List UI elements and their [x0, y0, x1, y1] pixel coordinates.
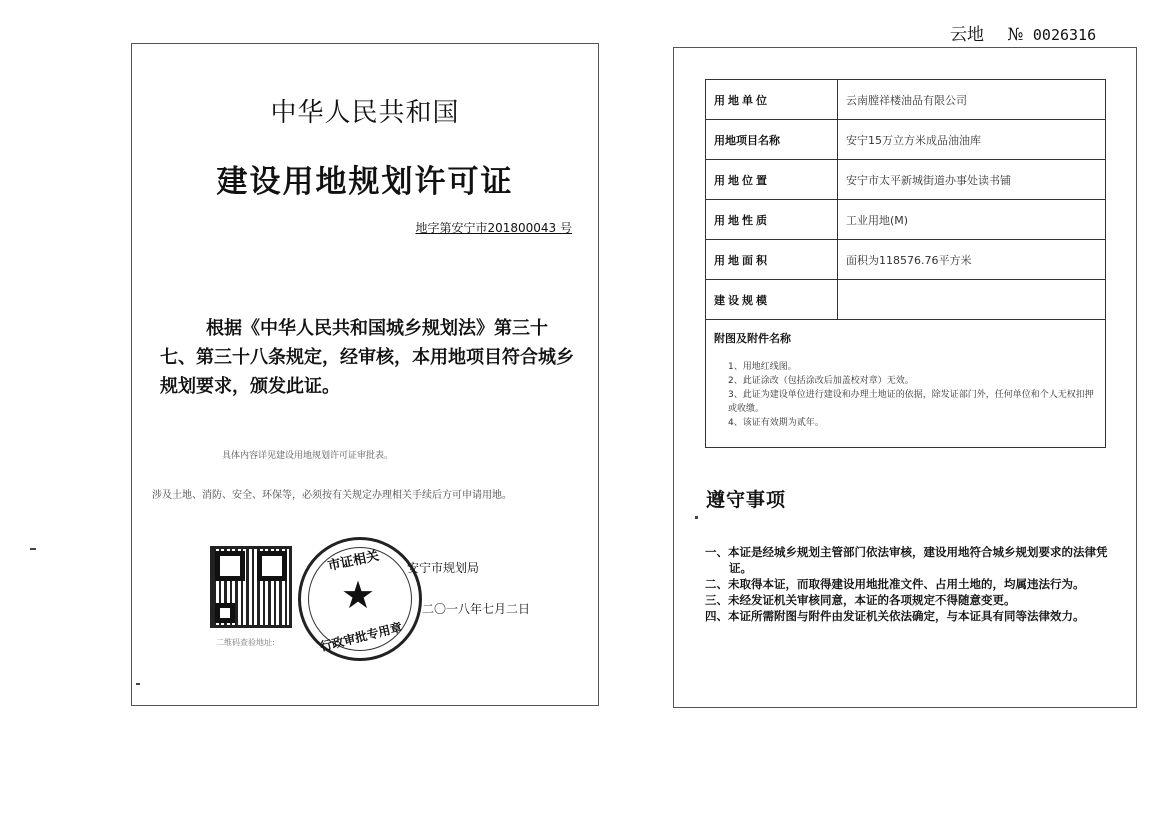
- scan-speck: [136, 683, 140, 685]
- table-row: [706, 80, 1106, 120]
- serial-number: 0026316: [1032, 26, 1097, 44]
- table-row: [706, 200, 1106, 240]
- obey-title: 遵守事项: [706, 489, 787, 511]
- rule-item: 四、本证所需附图与附件由发证机关依法确定，与本证具有同等法律效力。: [705, 609, 1085, 623]
- row-label: 用地面积: [706, 240, 838, 280]
- row-label: 用地项目名称: [706, 120, 838, 160]
- certificate-title: 建设用地规划许可证: [216, 164, 514, 200]
- table-row: [706, 160, 1106, 200]
- rule-item: 二、未取得本证，而取得建设用地批准文件、占用土地的，均属违法行为。: [705, 577, 1085, 591]
- certificate-serial: [950, 20, 1096, 45]
- land-info-table: [705, 79, 1106, 448]
- attachments-cell: [706, 320, 1106, 448]
- procedures-note: 涉及土地、消防、安全、环保等，必须按有关规定办理相关手续后方可申请用地。: [152, 490, 512, 501]
- row-value: 安宁15万立方米成品油油库: [838, 120, 1106, 160]
- rules-list: [705, 544, 1117, 624]
- certificate-back-page: [673, 47, 1137, 708]
- attachment-item: 4、该证有效期为贰年。: [728, 418, 824, 428]
- attachments-row: [706, 320, 1106, 448]
- serial-prefix: 云地: [950, 25, 984, 45]
- issue-date: 二〇一八年七月二日: [422, 602, 531, 616]
- details-note: 具体内容详见建设用地规划许可证审批表。: [222, 451, 394, 461]
- numero-sign: №: [1007, 25, 1024, 45]
- issuing-authority: 安宁市规划局: [407, 561, 480, 575]
- row-value: 云南膛祥楼油品有限公司: [838, 80, 1106, 120]
- table-row: [706, 120, 1106, 160]
- seal-bottom-text: 行政审批专用章: [318, 620, 404, 654]
- attachments-title: 附图及附件名称: [714, 332, 791, 345]
- row-value: [838, 280, 1106, 320]
- row-label: 建设规模: [706, 280, 838, 320]
- certificate-body-text: 根据《中华人民共和国城乡规划法》第三十七、第三十八条规定，经审核，本用地项目符合城乡规划要求，颁发此证。: [160, 318, 574, 397]
- row-label: 用地性质: [706, 200, 838, 240]
- row-value: 面积为118576.76平方米: [838, 240, 1106, 280]
- qr-caption: 二维码查验地址:: [216, 638, 275, 647]
- row-label: 用地位置: [706, 160, 838, 200]
- row-label: 用地单位: [706, 80, 838, 120]
- seal-top-text: 市证相关: [326, 548, 381, 575]
- table-row: [706, 280, 1106, 320]
- row-value: 安宁市太平新城街道办事处读书铺: [838, 160, 1106, 200]
- rule-item: 三、未经发证机关审核同意，本证的各项规定不得随意变更。: [705, 593, 1016, 607]
- attachment-item: 2、此证涂改（包括涂改后加盖校对章）无效。: [728, 376, 914, 386]
- certificate-front-page: [131, 43, 599, 706]
- qr-code: [210, 546, 292, 628]
- row-value: 工业用地(M): [838, 200, 1106, 240]
- scan-speck: [30, 548, 36, 550]
- rule-item: 一、本证是经城乡规划主管部门依法审核，建设用地符合城乡规划要求的法律凭证。: [705, 545, 1108, 575]
- table-row: [706, 240, 1106, 280]
- scan-speck: [695, 516, 698, 519]
- certificate-number: 地字第安宁市201800043 号: [415, 221, 572, 235]
- country-name: 中华人民共和国: [270, 98, 460, 128]
- official-seal: [298, 537, 422, 661]
- attachment-item: 1、用地红线图。: [728, 362, 797, 372]
- star-icon: ★: [341, 573, 376, 617]
- attachment-item: 3、此证为建设单位进行建设和办理土地证的依据，除发证部门外，任何单位和个人无权扣押或收缴。: [728, 390, 1094, 414]
